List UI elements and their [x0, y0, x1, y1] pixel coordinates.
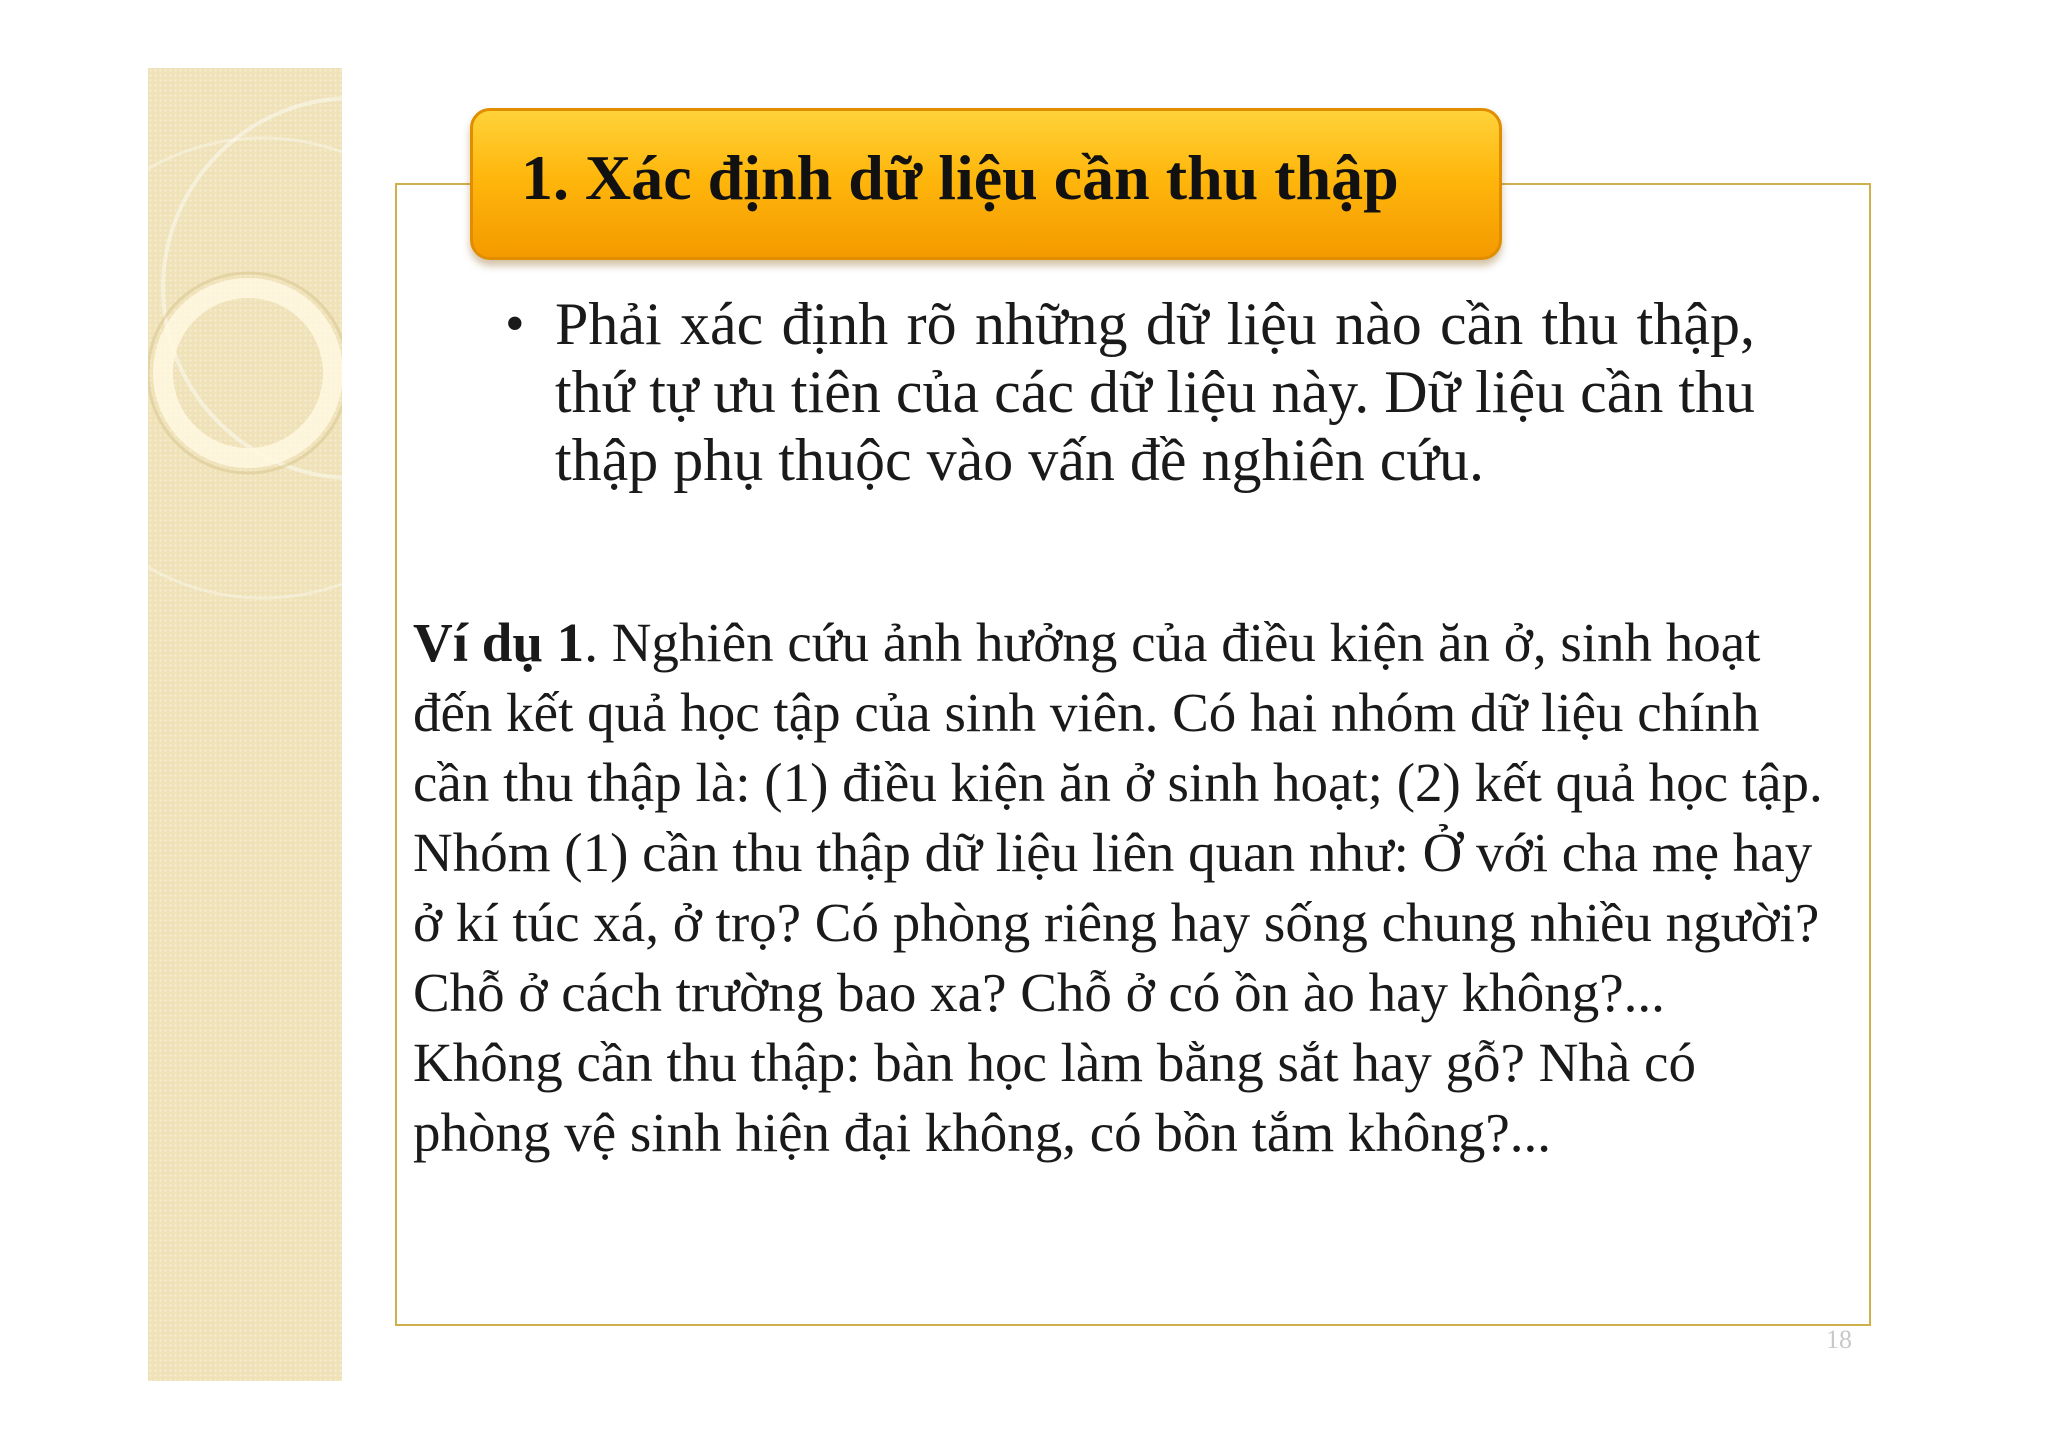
not-needed-paragraph: Không cần thu thập: bàn học làm bằng sắt hay gỗ? Nhà có phòng vệ sinh hiện đại không, có bồn tắm không?... [413, 1032, 1696, 1163]
decorative-side-strip [148, 68, 342, 1381]
bullet-text: Phải xác định rõ những dữ liệu nào cần thu thập, thứ tự ưu tiên của các dữ liệu này. Dữ liệu cần thu thập phụ thuộc vào vấn đề nghiên cứu. [555, 291, 1755, 493]
example-section [413, 608, 1833, 1168]
decorative-rings [148, 68, 342, 1381]
bullet-icon: • [505, 293, 525, 355]
example-intro-paragraph [413, 608, 1833, 818]
page-number: 18 [1826, 1325, 1852, 1354]
slide-title: 1. Xác định dữ liệu cần thu thập [521, 142, 1399, 213]
example-label: Ví dụ 1 [413, 612, 585, 673]
example-intro-text: . Nghiên cứu ảnh hưởng của điều kiện ăn ở, sinh hoạt đến kết quả học tập của sinh viên. Có hai nhóm dữ liệu chính cần thu thập là: (1) điều kiện ăn ở sinh hoạt; (2) kết quả học tập. [413, 612, 1823, 813]
group1-paragraph: Nhóm (1) cần thu thập dữ liệu liên quan như: Ở với cha mẹ hay ở kí túc xá, ở trọ? Có phòng riêng hay sống chung nhiều người? Chỗ ở cách trường bao xa? Chỗ ở có ồn ào hay không?... [413, 822, 1820, 1023]
bullet-point [505, 290, 1755, 494]
title-banner [470, 108, 1502, 260]
